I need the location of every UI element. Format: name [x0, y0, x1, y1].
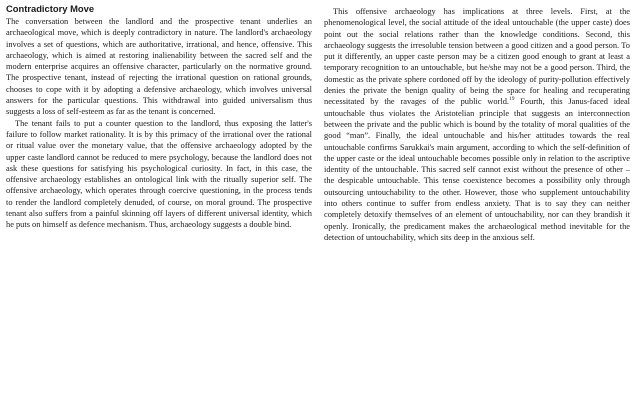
- left-column: [6, 3, 312, 400]
- right-column: [324, 3, 630, 400]
- paragraph-2: The tenant fails to put a counter question to the landlord, thus exposing the latter's failure to follow market rationality. It is by this primacy of the irrational over the rational or ritual value over the monetary value, that the offensive archaeology adopted by the upper caste landlord cannot be reduced to mere psychology, because the landlord does not ask these questions for satisfying his psychological curiosity. In fact, in this case, the offensive archaeology establishes an ontological link with the ritually superior self. The offensive archaeology, which operates through coercive questioning, in the process tends to render the landlord completely denuded, of course, on moral ground. The prospective tenant also suffers from a painful skinning off layers of different universal identity, which he puts on himself as defence mechanism. Thus, archaeology suggests a double bind.: [6, 118, 312, 230]
- paragraph-1: The conversation between the landlord and the prospective tenant underlies an archaeological move, which is deeply contradictory in nature. The landlord's archaeology involves a set of questions, which are authoritative, irrational, and hence, offensive. This archaeology, which is aimed at restoring inalienability between the sacred self and the modern enterprise acquires an offensive character, particularly on the normative ground. The prospective tenant, instead of rejecting the irrational question on rational grounds, chooses to cope with it by adopting a defensive archaeology, which involves universal answers for the particular questions. This withdrawal into guided universalism thus suggests a loss of self-esteem as far as the tenant is concerned.: [6, 17, 312, 117]
- paragraph-3-part-1: This offensive archaeology has implications at three levels. First, at the phenomenological level, the social attitude of the ideal untouchable (the upper caste) does point out the social relations rather than the knowledge conditions. Second, this archaeology suggests the irresoluble tension between a good citizen and a good person. To put it differently, an upper caste person may be a citizen good enough to grant at least a temporary recognition to an untouchable, but he/she may not be a good person. Third, the domestic as the private sphere cordoned off by the ideology of purity-pollution effectively denies the private the benign quality of being the space for healing and recuperating necessitated by the ravages of the public world.: [324, 7, 630, 107]
- section-heading: Contradictory Move: [6, 3, 95, 14]
- paragraph-3-part-2: Fourth, this Janus-faced ideal untouchable thus violates the Aristotelian principle that suggests an interconnection between the private and the public which is bound by the totality of moral qualities of the good “man”. Finally, the ideal untouchable and his/her attitudes towards the real untouchable confirms Sarukkai's main argument, according to which the self-definition of the upper caste or the ideal untouchable becomes possible only in relation to the ascriptive identity of the untouchable. This sacred self cannot exist without the presence of other – the despicable untouchable. This tense coexistence becomes a possibility only through outsourcing untouchability to the other. However, those who supplement untouchability into others continue to suffer from endless anxiety. That is to say they can neither completely detoxify themselves of an element of untouchability, nor can they brandish it openly. Ironically, the predicament makes the archaeological method inevitable for the detection of untouchability, which sits deep in the anxious self.: [324, 97, 630, 242]
- footnote-reference[interactable]: 19: [508, 96, 515, 103]
- paragraph-3: [324, 6, 630, 243]
